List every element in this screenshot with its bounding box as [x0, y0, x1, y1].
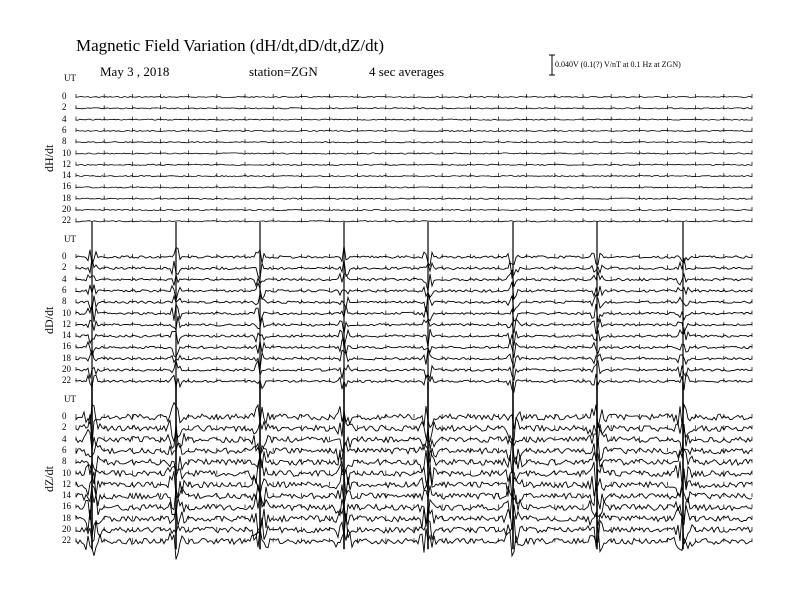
hour-tick-label: 4: [62, 113, 67, 124]
hour-tick-label: 0: [62, 251, 67, 261]
hour-tick-label: 12: [62, 158, 71, 169]
panel-ylabel: dZ/dt: [42, 466, 56, 492]
hour-tick-label: 22: [62, 375, 71, 386]
hour-tick-label: 14: [62, 330, 71, 341]
hour-tick-label: 14: [62, 170, 71, 181]
hour-tick-label: 8: [62, 456, 67, 467]
hour-tick-label: 10: [62, 307, 71, 318]
hour-tick-label: 22: [62, 535, 71, 546]
hour-tick-label: 14: [62, 490, 71, 501]
hour-tick-label: 18: [62, 512, 71, 523]
hour-tick-label: 18: [62, 352, 71, 363]
hour-tick-label: 10: [62, 147, 71, 158]
trace-line: [76, 373, 752, 392]
panel-ylabel: dH/dt: [42, 144, 56, 172]
hour-tick-label: 2: [62, 102, 67, 113]
scale-text: 0.040V (0.1(?) V/nT at 0.1 Hz at ZGN): [555, 60, 681, 69]
hour-tick-label: 6: [62, 124, 67, 135]
hour-tick-label: 16: [62, 341, 71, 352]
hour-tick-label: 12: [62, 318, 71, 329]
station-label: station=ZGN: [249, 64, 318, 79]
ut-label: UT: [64, 73, 76, 83]
hour-tick-label: 8: [62, 296, 67, 307]
ut-label: UT: [64, 234, 76, 244]
hour-tick-label: 0: [62, 91, 67, 101]
ut-label: UT: [64, 394, 76, 404]
hour-tick-label: 4: [62, 273, 67, 284]
hour-tick-label: 22: [62, 215, 71, 226]
hour-tick-label: 10: [62, 467, 71, 478]
chart-title: Magnetic Field Variation (dH/dt,dD/dt,dZ/dt): [76, 36, 385, 55]
hour-tick-label: 6: [62, 444, 67, 455]
hour-tick-label: 20: [62, 524, 71, 534]
averaging-label: 4 sec averages: [369, 64, 445, 79]
hour-tick-label: 0: [62, 411, 67, 421]
hour-tick-label: 18: [62, 192, 71, 203]
panel-ylabel: dD/dt: [42, 306, 56, 334]
hour-tick-label: 2: [62, 422, 67, 433]
hour-tick-label: 2: [62, 262, 67, 273]
hour-tick-label: 12: [62, 478, 71, 489]
hour-tick-label: 20: [62, 364, 71, 374]
hour-tick-label: 16: [62, 181, 71, 192]
hour-tick-label: 4: [62, 433, 67, 444]
hour-tick-label: 8: [62, 136, 67, 147]
hour-tick-label: 6: [62, 284, 67, 295]
hour-tick-label: 20: [62, 204, 71, 214]
date-label: May 3 , 2018: [100, 64, 170, 79]
hour-tick-label: 16: [62, 501, 71, 512]
